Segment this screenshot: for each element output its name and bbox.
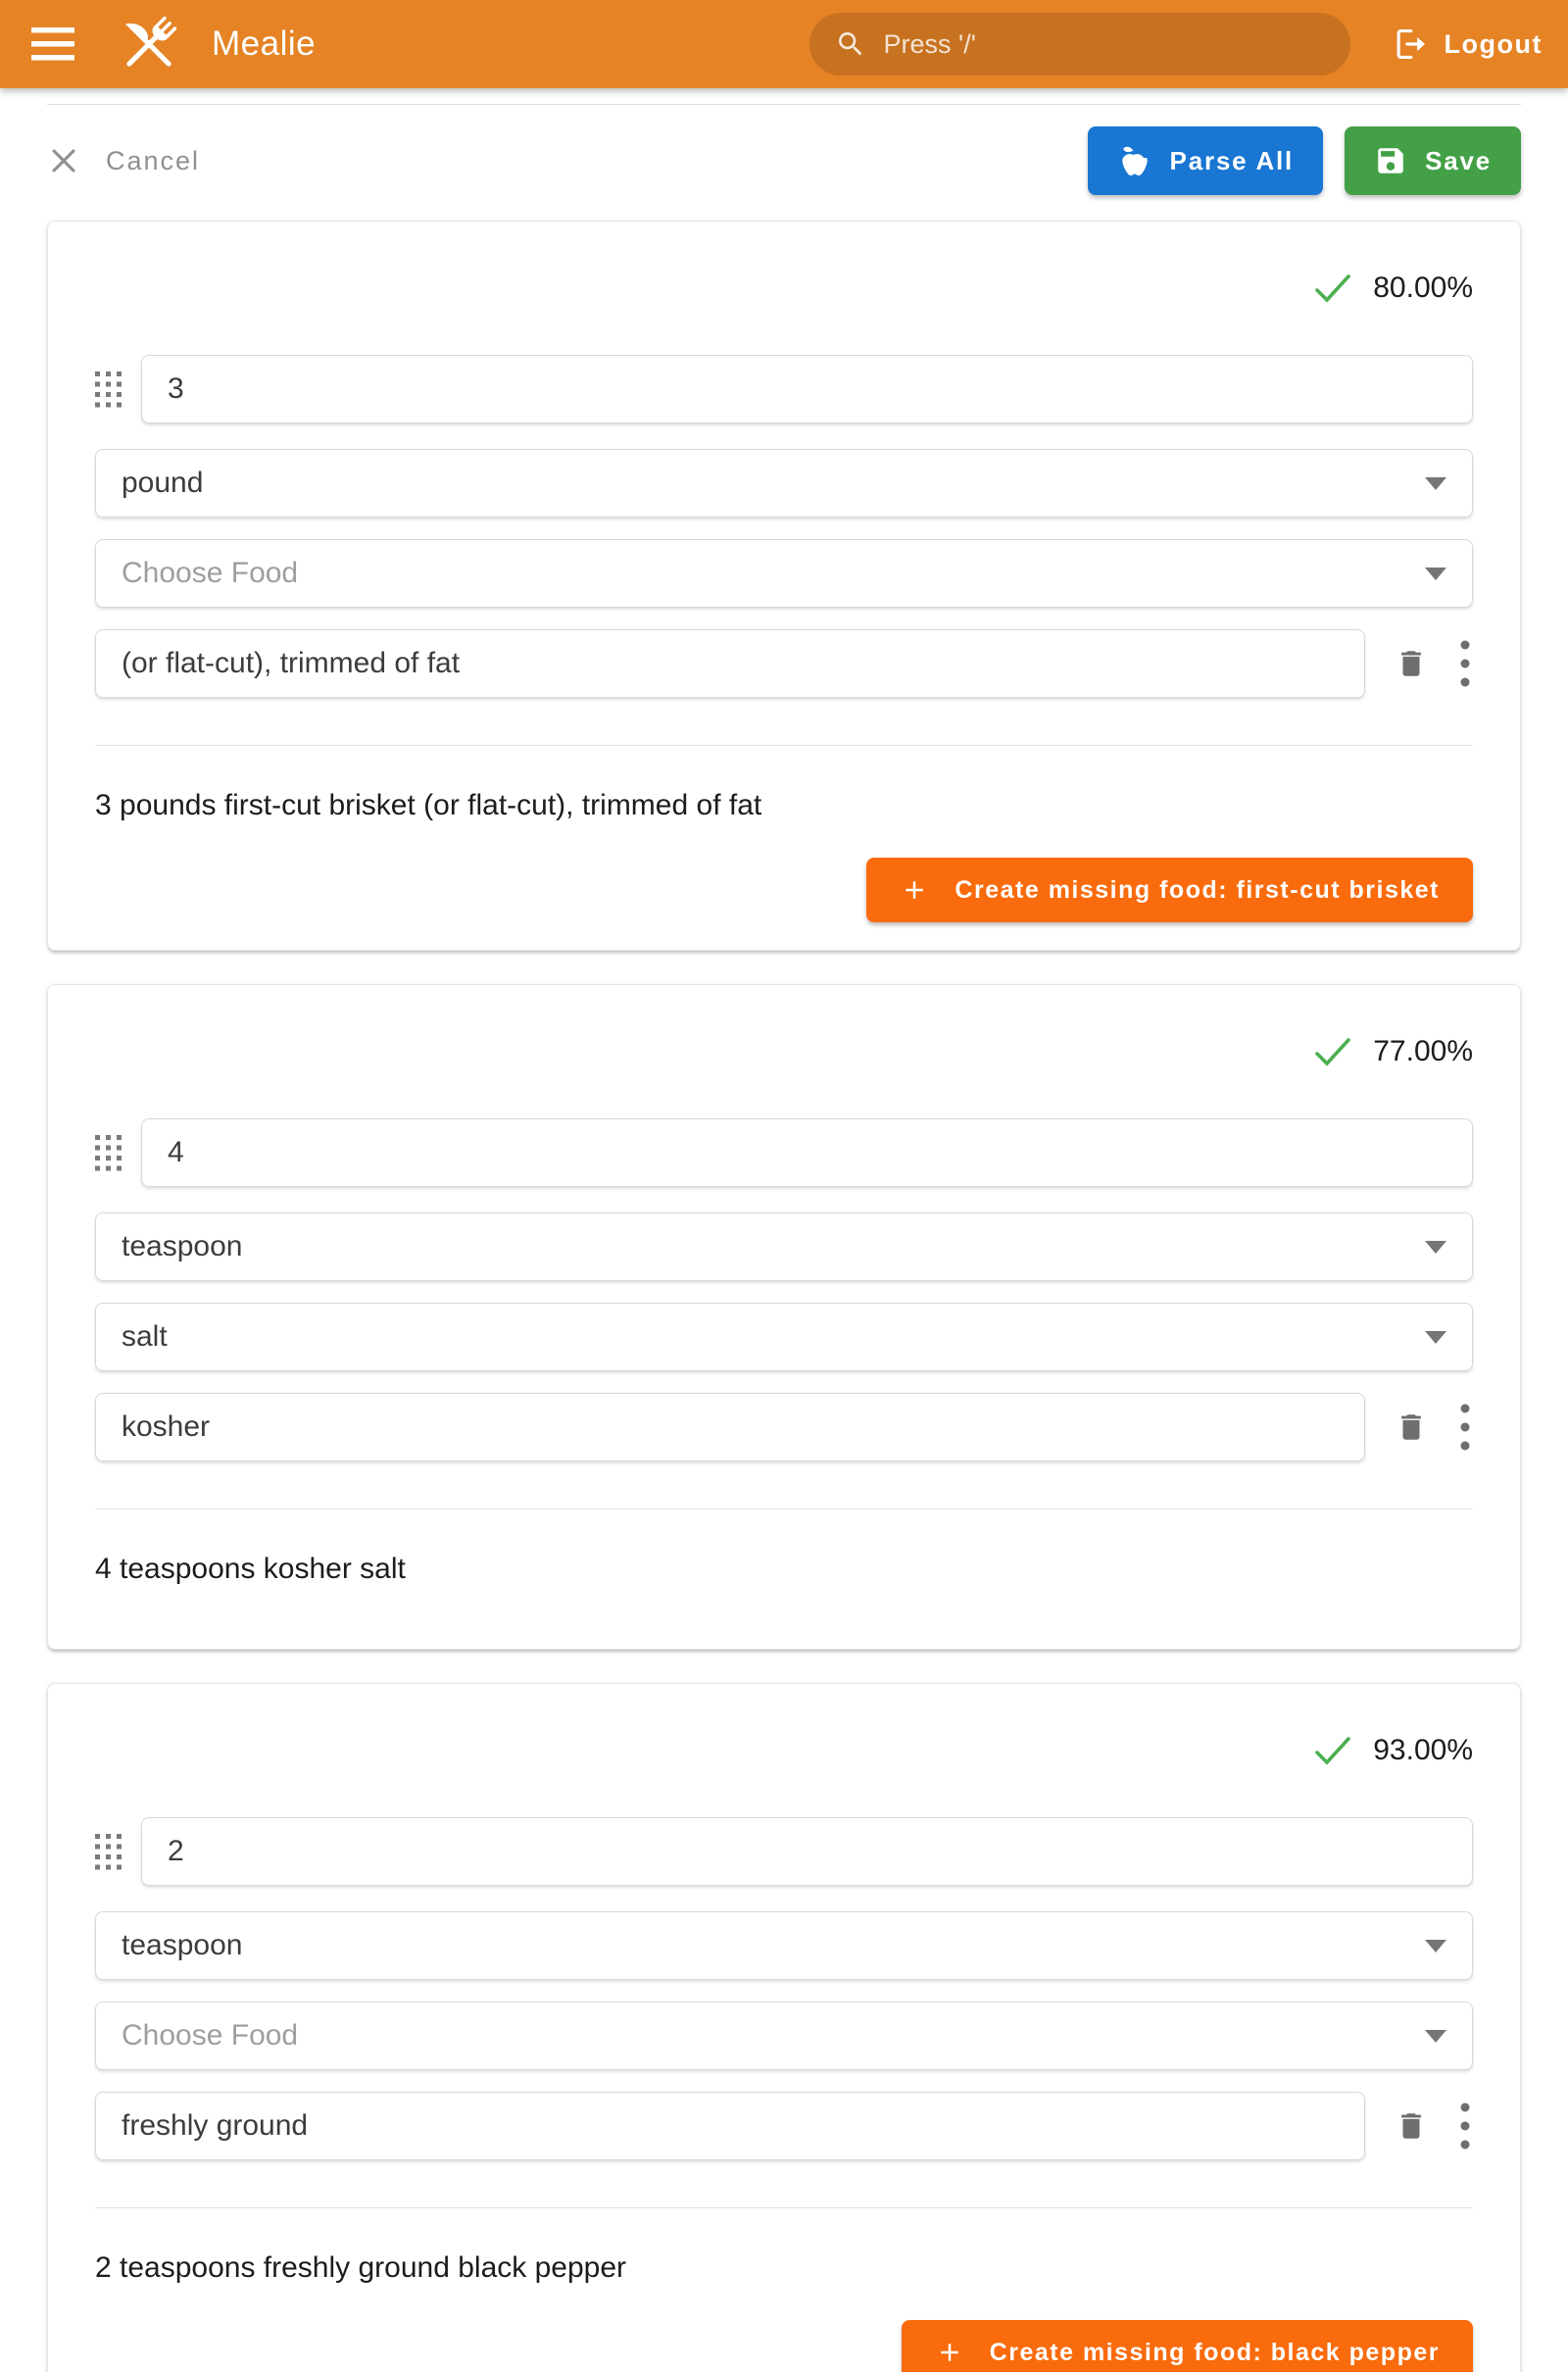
confidence-value: 80.00% <box>1373 272 1473 304</box>
quantity-input[interactable] <box>141 1817 1473 1886</box>
food-placeholder: Choose Food <box>122 557 299 589</box>
drag-handle[interactable] <box>95 1834 122 1870</box>
trash-icon <box>1395 645 1428 682</box>
unit-value: pound <box>122 467 204 499</box>
drag-indicator-icon <box>95 1834 122 1870</box>
unit-value: teaspoon <box>122 1929 243 1961</box>
quantity-input[interactable] <box>141 1118 1473 1187</box>
parse-all-label: Parse All <box>1169 145 1295 175</box>
save-icon <box>1374 144 1407 177</box>
chevron-down-icon <box>1425 2030 1446 2043</box>
delete-button[interactable] <box>1395 2107 1428 2145</box>
ingredient-card <box>47 221 1521 951</box>
more-options-button[interactable] <box>1457 1402 1473 1453</box>
card-divider <box>95 745 1473 746</box>
unit-select[interactable] <box>95 1911 1473 1980</box>
note-input[interactable] <box>95 1393 1365 1461</box>
chevron-down-icon <box>1425 1940 1446 1952</box>
food-placeholder: Choose Food <box>122 2019 299 2051</box>
quantity-input[interactable] <box>141 355 1473 423</box>
confidence-row <box>95 1032 1473 1071</box>
check-icon <box>1312 1734 1353 1767</box>
unit-select[interactable] <box>95 1212 1473 1281</box>
drag-handle[interactable] <box>95 1135 122 1171</box>
save-button[interactable] <box>1345 126 1521 195</box>
missing-food-row <box>95 858 1473 922</box>
chevron-down-icon <box>1425 1331 1446 1344</box>
menu-button[interactable] <box>25 17 80 72</box>
chevron-down-icon <box>1425 568 1446 580</box>
logout-icon <box>1392 25 1429 63</box>
create-missing-food-button[interactable] <box>866 858 1473 922</box>
create-missing-food-label: Create missing food: first-cut brisket <box>955 875 1440 904</box>
hamburger-icon <box>31 27 74 61</box>
app-header <box>0 0 1568 88</box>
plus-icon <box>935 2338 964 2367</box>
save-label: Save <box>1425 145 1492 175</box>
food-select[interactable] <box>95 539 1473 608</box>
confidence-value: 93.00% <box>1373 1734 1473 1766</box>
note-input[interactable] <box>95 629 1365 698</box>
create-missing-food-label: Create missing food: black pepper <box>989 2338 1440 2366</box>
check-icon <box>1312 1035 1353 1068</box>
create-missing-food-button[interactable] <box>902 2320 1473 2372</box>
kebab-menu-icon <box>1457 2100 1473 2151</box>
search-icon <box>835 28 866 60</box>
check-icon <box>1312 272 1353 305</box>
kebab-menu-icon <box>1457 1402 1473 1453</box>
close-icon <box>47 144 80 177</box>
confidence-value: 77.00% <box>1373 1035 1473 1067</box>
apple-icon <box>1117 143 1152 178</box>
drag-indicator-icon <box>95 371 122 408</box>
fork-knife-crossed-icon <box>112 7 186 81</box>
logout-button[interactable] <box>1392 25 1543 63</box>
plus-icon <box>900 875 929 905</box>
original-ingredient-text: 3 pounds first-cut brisket (or flat-cut), trimmed of fat <box>95 789 762 821</box>
ingredient-card <box>47 984 1521 1650</box>
chevron-down-icon <box>1425 1241 1446 1254</box>
kebab-menu-icon <box>1457 638 1473 689</box>
confidence-row <box>95 269 1473 308</box>
ingredient-card <box>47 1683 1521 2372</box>
mealie-logo[interactable] <box>112 7 186 81</box>
header-divider <box>47 104 1521 105</box>
note-input[interactable] <box>95 2092 1365 2160</box>
food-select[interactable] <box>95 1303 1473 1371</box>
delete-button[interactable] <box>1395 645 1428 682</box>
search-placeholder: Press '/' <box>883 28 976 59</box>
unit-value: teaspoon <box>122 1230 243 1262</box>
drag-handle[interactable] <box>95 371 122 408</box>
food-select[interactable] <box>95 2001 1473 2070</box>
original-ingredient-text: 4 teaspoons kosher salt <box>95 1553 406 1585</box>
confidence-row <box>95 1731 1473 1770</box>
missing-food-row <box>95 2320 1473 2372</box>
drag-indicator-icon <box>95 1135 122 1171</box>
original-ingredient-text: 2 teaspoons freshly ground black pepper <box>95 2251 627 2284</box>
card-divider <box>95 2207 1473 2208</box>
cancel-label: Cancel <box>106 145 201 175</box>
food-value: salt <box>122 1320 168 1353</box>
toolbar-actions <box>1088 126 1521 195</box>
delete-button[interactable] <box>1395 1408 1428 1446</box>
more-options-button[interactable] <box>1457 638 1473 689</box>
more-options-button[interactable] <box>1457 2100 1473 2151</box>
unit-select[interactable] <box>95 449 1473 518</box>
editor-toolbar <box>47 126 1521 195</box>
parse-all-button[interactable] <box>1088 126 1324 195</box>
card-divider <box>95 1508 1473 1509</box>
chevron-down-icon <box>1425 477 1446 490</box>
trash-icon <box>1395 2107 1428 2145</box>
search-bar[interactable] <box>809 13 1350 75</box>
trash-icon <box>1395 1408 1428 1446</box>
cancel-button[interactable] <box>47 144 200 177</box>
app-title: Mealie <box>212 25 317 63</box>
logout-label: Logout <box>1444 28 1543 59</box>
